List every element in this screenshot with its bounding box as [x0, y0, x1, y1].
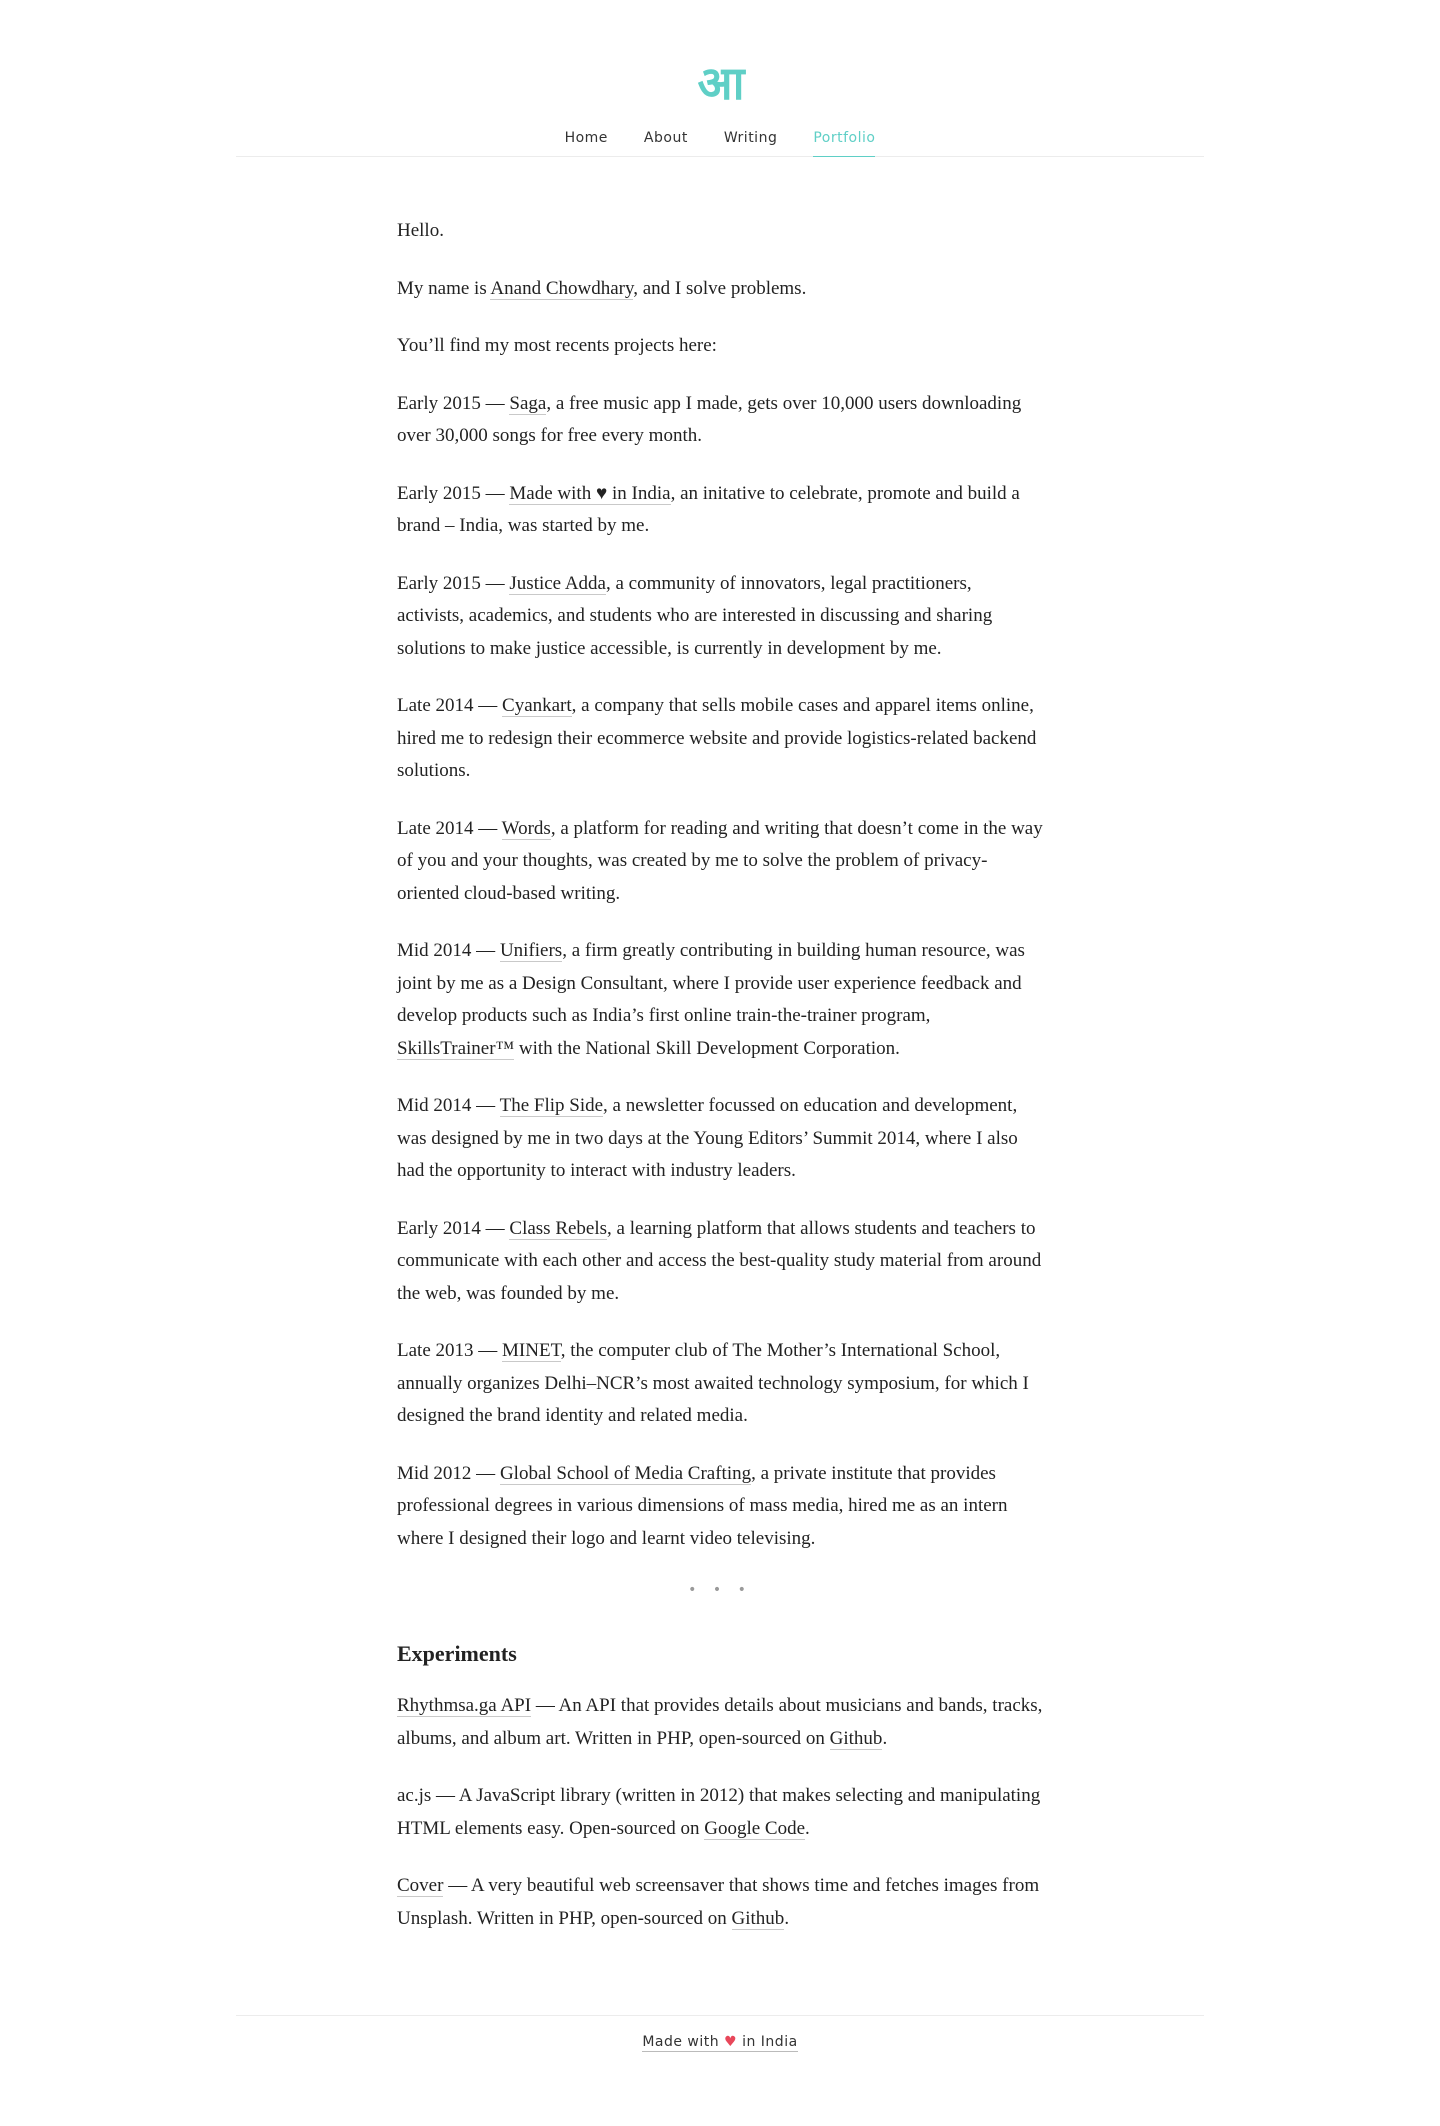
- experiment-description: — An API that provides details about musicians and bands, tracks, albums, and album art. Written in PHP, open-sourced on: [397, 1695, 1043, 1749]
- project-link-gsmc[interactable]: Global School of Media Crafting: [499, 1462, 752, 1484]
- project-link-made-with-love[interactable]: [509, 483, 670, 505]
- experiment-item: [397, 1870, 1043, 1935]
- project-link-justice-adda[interactable]: Justice Adda: [509, 572, 606, 594]
- experiment-name: ac.js: [397, 1785, 432, 1806]
- project-link-minet[interactable]: MINET: [502, 1340, 561, 1361]
- project-description: , a platform for reading and writing that doesn’t come in the way of you and your thoughts, was created by me to solve the problem of privacy-oriented cloud-based writing.: [397, 817, 1043, 904]
- github-link[interactable]: Github: [829, 1727, 883, 1749]
- project-item: [397, 388, 1043, 453]
- experiment-description-end: .: [805, 1817, 810, 1839]
- project-date: Mid 2014 —: [397, 940, 500, 961]
- project-item: [397, 568, 1043, 666]
- experiment-link-rhythmsaga[interactable]: Rhythmsa.ga API: [397, 1695, 532, 1716]
- project-description: , a firm greatly contributing in building human resource, was joint by me as a Design Consultant, where I provide user experience feedback and develop products such as India’s first online train-the-trainer program,: [397, 940, 1025, 1026]
- footer-made-with-love-link[interactable]: [642, 2034, 797, 2052]
- project-item: [397, 478, 1043, 543]
- project-item: [397, 813, 1043, 911]
- project-date: Late 2014 —: [397, 817, 502, 839]
- project-date: Early 2014 —: [397, 1217, 510, 1239]
- link-text-post: in India: [607, 482, 671, 504]
- experiment-description-end: .: [882, 1727, 888, 1749]
- project-link-cyankart[interactable]: Cyankart: [502, 695, 572, 716]
- project-link-skillstrainer[interactable]: SkillsTrainer™: [397, 1037, 515, 1059]
- author-name-link[interactable]: Anand Chowdhary: [490, 277, 634, 299]
- experiment-description: — A JavaScript library (written in 2012) that makes selecting and manipulating HTML elements easy. Open-sourced on: [397, 1785, 1041, 1839]
- project-description: , a learning platform that allows students and teachers to communicate with each other and access the best-quality study material from around the web, was founded by me.: [397, 1217, 1042, 1304]
- project-link-the-flip-side[interactable]: The Flip Side: [499, 1095, 604, 1116]
- google-code-link[interactable]: Google Code: [704, 1817, 806, 1839]
- project-item: [397, 1213, 1043, 1311]
- main-nav: [236, 130, 1204, 156]
- project-item: [397, 1458, 1043, 1556]
- intro-line: [397, 273, 1043, 306]
- project-description: , a private institute that provides professional degrees in various dimensions of mass media, hired me as an intern where I designed their logo and learnt video televising.: [397, 1462, 1008, 1549]
- project-link-unifiers[interactable]: Unifiers: [499, 940, 563, 961]
- experiment-description-end: .: [784, 1907, 790, 1929]
- intro-text-pre: My name is: [397, 277, 491, 299]
- project-date: Early 2015 —: [397, 482, 510, 504]
- project-item: [397, 1090, 1043, 1188]
- heart-icon: ♥: [724, 2034, 738, 2050]
- github-link[interactable]: Github: [731, 1907, 785, 1929]
- project-item: [397, 690, 1043, 788]
- project-description: , the computer club of The Mother’s International School, annually organizes Delhi–NCR’s most awaited technology symposium, for which I designed the brand identity and related media.: [397, 1340, 1029, 1426]
- nav-home[interactable]: Home: [564, 130, 608, 146]
- project-date: Mid 2014 —: [397, 1095, 500, 1116]
- project-date: Late 2013 —: [397, 1340, 503, 1361]
- project-date: Early 2015 —: [397, 572, 510, 594]
- experiment-link-cover[interactable]: Cover: [397, 1875, 444, 1896]
- project-date: Late 2014 —: [397, 695, 503, 716]
- project-date: Mid 2012 —: [397, 1462, 500, 1484]
- project-link-words[interactable]: Words: [501, 817, 551, 839]
- projects-lead: You’ll find my most recents projects here:: [397, 335, 717, 356]
- portfolio-content: [397, 157, 1043, 1935]
- link-text-pre: Made with: [509, 482, 596, 504]
- project-description-end: with the National Skill Development Corporation.: [514, 1037, 900, 1059]
- footer-text-pre: Made with: [642, 2034, 725, 2050]
- project-description: , an initative to celebrate, promote and build a brand – India, was started by me.: [397, 482, 1020, 536]
- experiment-item: [397, 1690, 1043, 1755]
- project-description: , a free music app I made, gets over 10,000 users downloading over 30,000 songs for free every month.: [397, 392, 1022, 446]
- footer-text-post: in India: [737, 2034, 798, 2050]
- experiment-item: [397, 1780, 1043, 1845]
- project-link-saga[interactable]: Saga: [509, 392, 547, 414]
- nav-about[interactable]: About: [643, 130, 688, 146]
- heart-icon: ♥: [595, 482, 608, 504]
- project-description: , a newsletter focussed on education and development, was designed by me in two days at the Young Editors’ Summit 2014, where I also had the opportunity to interact with industry leaders.: [397, 1095, 1018, 1181]
- section-separator: • • •: [688, 1582, 752, 1598]
- nav-writing[interactable]: Writing: [723, 130, 778, 146]
- nav-portfolio[interactable]: Portfolio: [813, 130, 875, 157]
- project-item: [397, 935, 1043, 1065]
- site-header: [236, 0, 1204, 157]
- site-logo[interactable]: आ: [697, 56, 743, 110]
- experiment-description: — A very beautiful web screensaver that shows time and fetches images from Unsplash. Written in PHP, open-sourced on: [397, 1875, 1040, 1929]
- project-link-class-rebels[interactable]: Class Rebels: [509, 1217, 608, 1239]
- project-description: , a company that sells mobile cases and apparel items online, hired me to redesign their ecommerce website and provide logistics-related backend solutions.: [397, 695, 1037, 781]
- project-date: Early 2015 —: [397, 392, 510, 414]
- greeting: Hello.: [397, 220, 444, 241]
- site-footer: [236, 2015, 1204, 2050]
- project-item: [397, 1335, 1043, 1433]
- intro-text-post: , and I solve problems.: [633, 277, 807, 299]
- experiments-heading: Experiments: [397, 1641, 517, 1666]
- project-description: , a community of innovators, legal practitioners, activists, academics, and students who are interested in discussing and sharing solutions to make justice accessible, is currently in development by me.: [397, 572, 993, 659]
